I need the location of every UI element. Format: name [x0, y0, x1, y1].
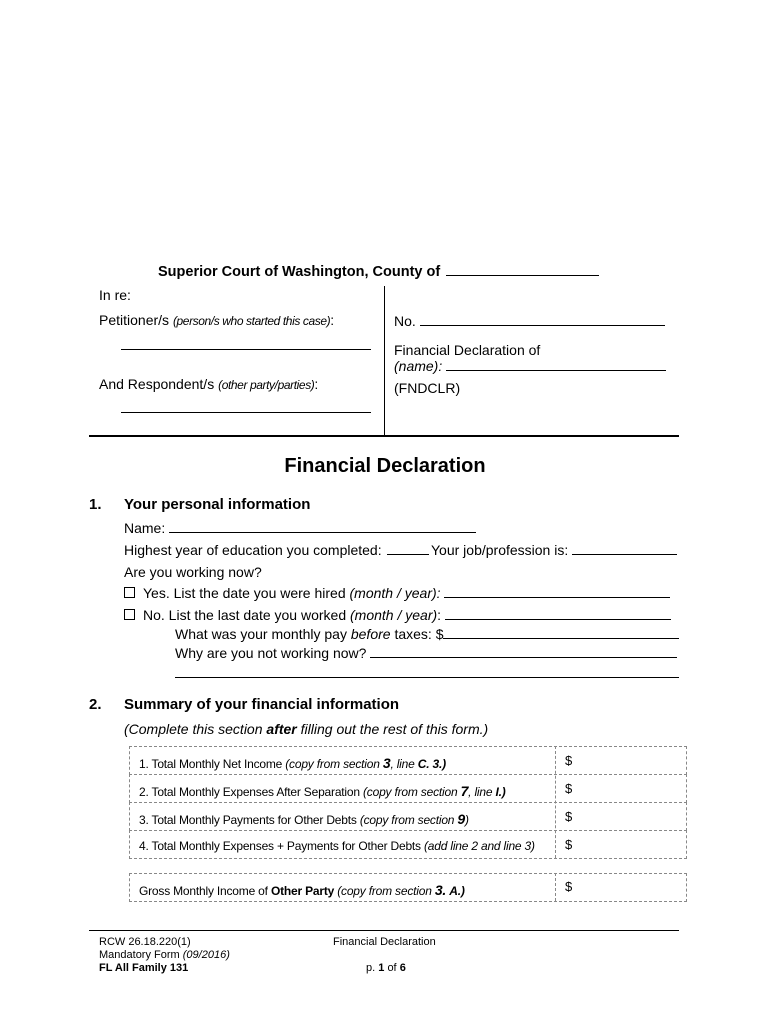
pay-label-post: taxes: $: [394, 626, 444, 642]
gross-bold: Other Party: [270, 884, 335, 898]
footer-page-number: [366, 962, 406, 974]
page-of: of: [387, 962, 397, 974]
page-total: 6: [399, 962, 406, 974]
gross-income-currency[interactable]: $: [565, 879, 573, 894]
education-label: Highest year of education you completed:: [124, 542, 382, 558]
form-code: (FNDCLR): [394, 380, 461, 396]
footer-mandatory-date: (09/2016): [182, 949, 230, 961]
row-1-tail: , line: [390, 757, 415, 771]
job-label: Your job/profession is:: [431, 542, 569, 558]
yes-checkbox[interactable]: [124, 587, 135, 598]
pay-label-pre: What was your monthly pay: [175, 626, 347, 642]
court-name: Superior Court of Washington, County of: [158, 264, 441, 280]
why-field-line-2[interactable]: [175, 677, 679, 678]
row-2-ref: 7: [460, 783, 469, 799]
name-label: Name:: [124, 520, 166, 536]
section-2-heading: Summary of your financial information: [124, 696, 400, 713]
yes-text: Yes. List the date you were hired: [143, 585, 346, 601]
pay-label-em: before: [350, 626, 391, 642]
summary-row-1-currency[interactable]: $: [565, 753, 573, 768]
petitioner-text: Petitioner/s: [99, 312, 170, 328]
page-pre: p.: [366, 962, 376, 974]
row-1-line: C. 3.): [417, 757, 446, 771]
row-3-ref: 9: [457, 811, 465, 827]
footer-mandatory-text: Mandatory Form: [99, 949, 180, 961]
respondent-hint: (other party/parties): [218, 378, 315, 392]
education-row: [124, 542, 429, 558]
summary-row-3-label: [139, 811, 469, 827]
row-2-label: 2. Total Monthly Expenses After Separation: [139, 785, 360, 799]
instr-post: filling out the rest of this form.): [300, 721, 489, 737]
gross-income-label: [139, 882, 465, 898]
no-checkbox[interactable]: [124, 609, 135, 620]
court-header: [158, 262, 599, 280]
petitioner-colon: :: [330, 312, 335, 328]
summary-col-divider: [555, 746, 556, 858]
job-field[interactable]: [572, 542, 677, 555]
county-field[interactable]: [446, 262, 599, 276]
section-1-heading: Your personal information: [124, 496, 311, 513]
case-number-label: No.: [394, 313, 416, 329]
footer-rule: [89, 930, 679, 931]
no-text: No. List the last date you worked: [143, 607, 347, 623]
gross-line: A.): [449, 884, 465, 898]
row-4-hint: (add line 2 and line 3): [424, 839, 535, 853]
monthly-pay-field[interactable]: [443, 626, 679, 639]
summary-row-4-currency[interactable]: $: [565, 837, 573, 852]
petitioner-field[interactable]: [121, 349, 371, 350]
row-4-label: 4. Total Monthly Expenses + Payments for Other Debts: [139, 839, 421, 853]
caption-vertical-divider: [384, 286, 385, 437]
yes-row: [124, 585, 670, 601]
gross-label: Gross Monthly Income of: [139, 884, 268, 898]
petitioner-hint: (person/s who started this case): [172, 314, 331, 328]
summary-row-1-label: [139, 755, 446, 771]
yes-hint: (month / year):: [349, 585, 441, 601]
row-2-hint: (copy from section: [363, 785, 458, 799]
gross-ref: 3.: [434, 882, 447, 898]
row-2-tail: , line: [468, 785, 493, 799]
summary-row-4-label: [139, 839, 535, 853]
name-row: [124, 520, 476, 536]
respondent-colon: :: [314, 376, 319, 392]
row-1-label: 1. Total Monthly Net Income: [139, 757, 283, 771]
why-label: Why are you not working now?: [175, 645, 367, 661]
case-number: [394, 313, 665, 329]
in-re-label: In re:: [99, 287, 131, 303]
last-worked-field[interactable]: [445, 607, 671, 620]
footer-form-id: FL All Family 131: [99, 962, 189, 974]
gross-col-divider: [555, 873, 556, 901]
section-1-number: 1.: [89, 496, 102, 513]
job-row: [431, 542, 677, 558]
section-2-number: 2.: [89, 696, 102, 713]
respondent-field[interactable]: [121, 412, 371, 413]
summary-row-2-currency[interactable]: $: [565, 781, 573, 796]
caption-bottom-rule: [89, 435, 679, 437]
petitioner-label: [99, 312, 334, 328]
respondent-text: And Respondent/s: [99, 376, 215, 392]
instr-pre: (Complete this section: [124, 721, 263, 737]
footer-mandatory: [99, 949, 230, 962]
no-row: [124, 607, 671, 623]
gross-hint: (copy from section: [337, 884, 432, 898]
row-3-hint: (copy from section: [359, 813, 455, 827]
name-field[interactable]: [169, 520, 476, 533]
row-3-tail: ): [465, 813, 469, 827]
no-hint: (month / year): [350, 607, 438, 623]
page-num: 1: [378, 962, 385, 974]
row-3-label: 3. Total Monthly Payments for Other Debts: [139, 813, 357, 827]
summary-row-2-label: [139, 783, 506, 799]
page-title: Financial Declaration: [284, 455, 486, 477]
fin-decl-of-label: Financial Declaration of: [394, 342, 541, 358]
why-field[interactable]: [370, 645, 677, 658]
summary-row-3-currency[interactable]: $: [565, 809, 573, 824]
name-hint: (name):: [394, 358, 443, 374]
row-1-ref: 3: [382, 755, 391, 771]
row-2-line: I.): [495, 785, 506, 799]
pay-row: [175, 626, 679, 642]
case-number-field[interactable]: [420, 313, 665, 326]
fin-decl-name-field[interactable]: [446, 359, 666, 371]
row-1-hint: (copy from section: [285, 757, 380, 771]
footer-rcw: RCW 26.18.220(1): [99, 936, 191, 948]
section-2-instructions: [124, 721, 488, 737]
working-question: Are you working now?: [124, 564, 262, 580]
footer-left: [99, 936, 230, 975]
respondent-label: [99, 376, 318, 392]
footer-center-title: Financial Declaration: [333, 936, 436, 948]
hire-date-field[interactable]: [444, 585, 670, 598]
education-field[interactable]: [387, 542, 429, 555]
gross-income-row: [129, 873, 687, 901]
instr-em: after: [266, 721, 297, 737]
summary-table: [129, 746, 687, 858]
why-row: [175, 645, 677, 661]
fin-decl-name: [394, 358, 666, 374]
no-colon: :: [437, 607, 442, 623]
